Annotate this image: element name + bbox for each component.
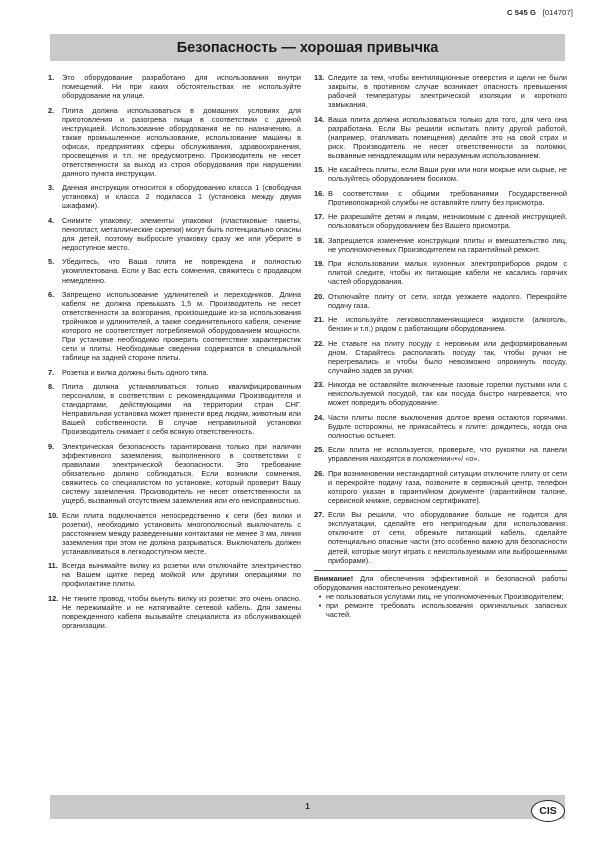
notice-label: Внимание! [314,574,354,584]
safety-item [314,292,567,310]
safety-item [314,115,567,160]
item-number: 14. [314,114,325,124]
cis-badge-text: CIS [539,805,557,817]
safety-item [48,257,301,284]
safety-item [314,259,567,286]
item-number: 11. [48,561,58,571]
item-number: 21. [314,315,325,325]
notice-bullet [314,592,567,601]
item-text: Ваша плита должна использоваться только для того, для чего она разработана. Если Вы решили испытать плиту другой работой, (например, отапливать помещения) делайте это на свой страх и риск. Производитель не несет ответственности за поломки, вызванные ненадлежащим или неразумным использованием. [328,114,567,160]
safety-item [48,442,301,505]
safety-item [48,368,301,377]
safety-item [48,73,301,100]
item-number: 15. [314,165,325,175]
item-text: Убедитесь, что Ваша плита не повреждена и полностью укомплектована. Если у Вас есть сомнения, свяжитесь с продавцом немедленно. [62,257,301,285]
safety-item [48,183,301,210]
item-text: Если плита подключается непосредственно к сети (без вилки и розетки), необходимо установить многополюсный выключатель с расстоянием между разведенными контактами не менее 3 мм, линия заземления при этом не должна разрываться. Выключатель должен устанавливаться в легкодоступном месте. [62,510,301,556]
bullet-icon: • [318,601,322,611]
safety-item [314,212,567,230]
safety-item [48,382,301,436]
item-text: При возникновении нестандартной ситуации отключите плиту от сети и перекройте подачу газа, позвоните в сервисный центр, телефон которого указан в гарантийном документе (гарантийном талоне, сервисной книжке, сервисном сертификате). [328,468,567,505]
right-column [314,73,567,619]
item-number: 3. [48,183,55,193]
safety-item [48,106,301,178]
item-number: 6. [48,289,55,299]
item-number: 24. [314,412,325,422]
item-number: 16. [314,188,325,198]
item-text: Не разрешайте детям и лицам, незнакомым с данной инструкцией, пользоваться оборудованием без Вашего присмотра. [328,212,567,231]
item-text: Запрещено использование удлинителей и переходников. Длина кабеля не должна превышать 1,5 м. Производитель не несет ответственности за возгорания, произошедшие из-за использования тройников и удлинителей, а также соединительного кабеля, сечение которого не соответствует потребляемой оборудованием мощности. При установке необходимо проверить соответствие характеристик сети и плиты. Необходимые сведения содержатся в специальной таблице на задней стороне плиты. [62,289,301,363]
item-text: Следите за тем, чтобы вентиляционные отверстия и щели не были закрыты, в противном случае возникает опасность превышения рабочей температуры электрической изоляции и короткого замыкания. [328,73,567,110]
title-band [50,34,565,61]
safety-item [314,510,567,564]
item-number: 12. [48,593,59,603]
item-number: 5. [48,257,55,267]
item-text: Плита должна использоваться в домашних условиях для приготовления и разогрева пищи в соответствии с данной инструкцией. Использование оборудования не по назначению, а также промышленное использование, использование машины в офисах, предприятиях сферы обслуживания, здравоохранения, просвещения и т.п. не предусмотрено. Производитель не несет ответственности за выход из строя оборудования при нарушении данного пункта инструкции. [62,105,301,178]
notice-list [314,592,567,619]
footer-band [50,795,565,819]
item-text: Если Вы решили, что оборудование больше не годится для эксплуатации, сделайте его непригодным для использования: отключите от сети, обрежьте питающий кабель, сделайте потенциально опасные части (это особенно важно для безопасности детей, которые могут играть с неиспользуемыми или выброшенными приборами). [328,510,567,565]
item-number: 25. [314,445,325,455]
page-number: 1 [305,802,310,811]
item-text: Запрещается изменение конструкции плиты и вмешательство лиц, не уполномоченных Производителем на гарантийный ремонт. [328,235,567,254]
item-number: 10. [48,510,59,520]
item-number: 4. [48,215,55,225]
model-article: [014707] [542,8,573,17]
item-number: 1. [48,73,55,82]
notice-text [314,574,567,592]
safety-item [48,561,301,588]
item-number: 13. [314,73,325,82]
item-text: В соответствии с общими требованиями Государственной Противопожарной службы не оставляйте плиту без присмотра. [328,188,567,207]
safety-item [314,413,567,440]
notice-bullet-text: при ремонте требовать использования оригинальных запасных частей. [326,601,567,620]
item-number: 8. [48,382,55,392]
safety-item [314,73,567,109]
warning-notice [314,570,567,619]
item-number: 23. [314,380,325,390]
item-number: 26. [314,468,325,478]
item-number: 2. [48,105,55,115]
safety-item [314,445,567,463]
item-number: 22. [314,338,325,348]
item-text: Плита должна устанавливаться только квалифицированным персоналом, в соответствии с рекомендациями Производителя и стандартами, действующими на территории стран СНГ. Неправильная установка может принести вред людям, животным или Вашей собственности. В случае неправильной установки Производитель снимает с себя всякую ответственность. [62,382,301,437]
item-number: 18. [314,235,325,245]
safety-item [48,216,301,252]
item-number: 19. [314,259,325,269]
safety-item [314,380,567,407]
safety-item [314,315,567,333]
item-text: Если плита не используется, проверьте, что рукоятки на панели управления находятся в положении«•»/ «о». [328,445,567,464]
safety-item [314,165,567,183]
model-name: C 545 G [507,8,536,17]
left-column [48,73,301,635]
safety-item [48,594,301,630]
item-text: При использовании малых кухонных электроприборов рядом с плитой следите, чтобы их питающие кабели не касались горячих частей оборудования. [328,259,567,287]
item-number: 9. [48,441,55,451]
notice-bullet-text: не пользоваться услугами лиц, не уполномоченных Производителем; [326,592,564,602]
item-text: Это оборудование разработано для использования внутри помещений. Ни при каких обстоятельствах не используйте оборудование на улице. [62,73,301,101]
item-text: Розетка и вилка должны быть одного типа. [62,367,209,377]
page-title: Безопасность — хорошая привычка [176,39,439,56]
safety-item [314,236,567,254]
item-text: Никогда не оставляйте включенные газовые горелки пустыми или с неиспользуемой посудой, так как посуда быстро нагревается, что может повредить оборудование. [328,380,567,408]
model-code [507,8,573,17]
item-number: 20. [314,291,325,301]
bullet-icon: • [318,592,322,602]
item-number: 17. [314,212,325,222]
notice-bullet [314,601,567,619]
item-text: Не касайтесь плиты, если Ваши руки или ноги мокрые или сырые, не пользуйтесь оборудованием босиком. [328,165,567,184]
safety-item [314,189,567,207]
item-text: Снимите упаковку; элементы упаковки (пластиковые пакеты, пенопласт, металлические скрепки) могут быть потенциально опасны для детей, поэтому выбросьте упаковку сразу же или уберите в недоступное место. [62,215,301,252]
item-number: 7. [48,367,55,377]
safety-item [48,290,301,362]
notice-body: Для обеспечения эффективной и безопасной работы оборудования настоятельно рекомендуем: [314,574,567,593]
item-text: Электрическая безопасность гарантирована только при наличии эффективного заземления, выполненного в соответствии с правилами электрической безопасности. Это требование обязательно должно соблюдаться. Если возникли сомнения, свяжитесь со специалистом по установке, который проверит Вашу систему заземления. Производитель не несет ответственности за ущерб, вызванный отсутствием заземления или его неисправностью. [62,441,301,506]
item-text: Части плиты после выключения долгое время остаются горячими. Будьте осторожны, не прикасайтесь к плите: дождитесь, когда она полностью остынет. [328,412,567,440]
item-text: Данная инструкция относится к оборудованию класса 1 (свободная установка) и класса 2 подкласса 1 (установка между двумя шкафами). [62,183,301,211]
right-items [314,73,567,565]
item-text: Всегда вынимайте вилку из розетки или отключайте электричество на Вашем щитке перед мойкой или другими операциями по профилактике плиты. [62,561,301,589]
item-text: Не ставьте на плиту посуду с неровным или деформированным дном. Старайтесь располагать посуду так, чтобы ручки не перегревались и чтобы было невозможно опрокинуть посуду, случайно задев за ручки. [328,338,567,375]
cis-badge [531,800,565,822]
safety-item [314,339,567,375]
item-text: Не тяните провод, чтобы вынуть вилку из розетки: это очень опасно. Не пережимайте и не натягивайте сетевой кабель. Для замены поврежденного кабеля вызывайте специалиста из обслуживающей организации. [62,593,301,630]
item-text: Отключайте плиту от сети, когда уезжаете надолго. Перекройте подачу газа. [328,291,567,310]
item-number: 27. [314,510,325,520]
item-text: Не используйте легковоспламеняющиеся жидкости (алкоголь, бензин и т.п.) рядом с работающим оборудованием. [328,315,567,334]
safety-item [48,511,301,556]
safety-item [314,469,567,505]
